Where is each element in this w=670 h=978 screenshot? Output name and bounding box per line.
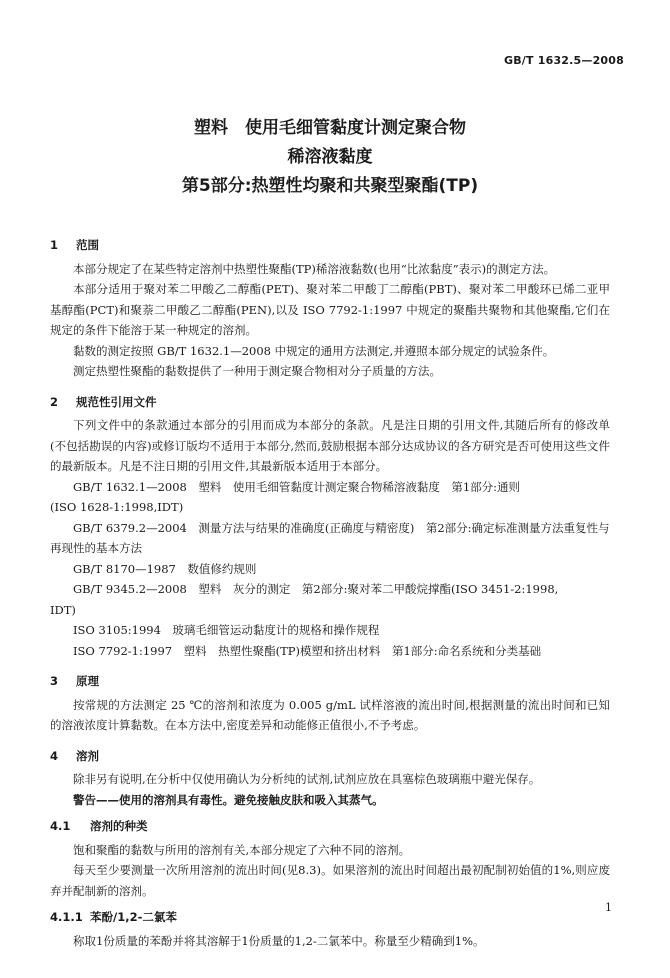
document-body [50, 235, 610, 951]
page-number: 1 [605, 901, 612, 914]
section-title: 规范性引用文件 [76, 394, 157, 409]
subsection-heading-phenol-dichlorobenzene [50, 907, 610, 928]
title-line-2: 稀溶液黏度 [287, 147, 373, 167]
paragraph: 黏数的测定按照 GB/T 1632.1—2008 中规定的通用方法测定,并遵照本部分规定的试验条件。 [73, 343, 555, 358]
section-title: 溶剂 [76, 748, 99, 763]
reference-item-continuation: (ISO 1628-1:1998,IDT) [50, 500, 184, 514]
section-heading-solvents [50, 746, 610, 767]
reference-item: ISO 7792-1:1997 塑料 热塑性聚酯(TP)模塑和挤出材料 第1部分:命名系统和分类基础 [73, 643, 542, 658]
paragraph: 每天至少要测量一次所用溶剂的流出时间(见8.3)。如果溶剂的流出时间超出最初配制初始值的1%,则应废弃并配制新的溶剂。 [50, 863, 610, 898]
paragraph: 称取1份质量的苯酚并将其溶解于1份质量的1,2-二氯苯中。称量至少精确到1%。 [73, 933, 485, 948]
paragraph: 按常规的方法测定 25 ℃的溶剂和浓度为 0.005 g/mL 试样溶液的流出时间,根据测量的流出时间和已知的溶液浓度计算黏数。在本方法中,密度差异和动能修正值很小,不予考虑。 [50, 697, 610, 732]
section-number: 4.1 [50, 819, 71, 833]
title-line-3: 第5部分:热塑性均聚和共聚型聚酯(TP) [181, 176, 479, 196]
reference-item: ISO 3105:1994 玻璃毛细管运动黏度计的规格和操作规程 [73, 623, 380, 637]
paragraph: 除非另有说明,在分析中仅使用确认为分析纯的试剂,试剂应放在具塞棕色玻璃瓶中避光保存。 [73, 772, 541, 786]
paragraph: 饱和聚酯的黏数与所用的溶剂有关,本部分规定了六种不同的溶剂。 [73, 842, 411, 857]
reference-item-continuation: IDT) [50, 602, 76, 617]
section-number: 4.1.1 [50, 910, 83, 924]
paragraph: 本部分规定了在某些特定溶剂中热塑性聚酯(TP)稀溶液黏数(也用“比浓黏度”表示)的测定方法。 [73, 261, 556, 276]
document-title [50, 114, 610, 201]
section-heading-principle [50, 671, 610, 692]
paragraph: 测定热塑性聚酯的黏数提供了一种用于测定聚合物相对分子质量的方法。 [73, 364, 441, 378]
reference-item: GB/T 6379.2—2004 测量方法与结果的准确度(正确度与精密度) 第2部分:确定标准测量方法重复性与再现性的基本方法 [50, 520, 610, 555]
subsection-heading-solvent-types [50, 816, 610, 837]
paragraph: 下列文件中的条款通过本部分的引用而成为本部分的条款。凡是注日期的引用文件,其随后所有的修改单(不包括勘误的内容)或修订版均不适用于本部分,然而,鼓励根据本部分达成协议的各方研究是否可使用这些文件的最新版本。凡是不注日期的引用文件,其最新版本适用于本部分。 [50, 418, 610, 473]
warning-note: 警告——使用的溶剂具有毒性。避免接触皮肤和吸入其蒸气。 [73, 792, 384, 807]
section-number: 4 [50, 748, 59, 763]
reference-item: GB/T 9345.2—2008 塑料 灰分的测定 第2部分:聚对苯二甲酸烷撑酯(ISO 3451-2:1998, [73, 582, 559, 596]
section-heading-normative-references [50, 392, 610, 413]
reference-item: GB/T 1632.1—2008 塑料 使用毛细管黏度计测定聚合物稀溶液黏度 第1部分:通则 [73, 479, 521, 494]
section-heading-scope [50, 235, 610, 256]
paragraph: 本部分适用于聚对苯二甲酸乙二醇酯(PET)、聚对苯二甲酸丁二醇酯(PBT)、聚对苯二甲酸环已烯二亚甲基醇酯(PCT)和聚萘二甲酸乙二醇酯(PEN),以及 ISO 7792-1:1997 中规定的聚酯共聚物和其他聚酯,它们在规定的条件下能溶于某一种规定的溶剂。 [50, 282, 610, 337]
reference-item: GB/T 8170—1987 数值修约规则 [73, 561, 257, 576]
title-line-1: 塑料 使用毛细管黏度计测定聚合物 [194, 118, 466, 138]
section-number: 1 [50, 238, 59, 252]
section-title: 苯酚/1,2-二氯苯 [90, 910, 177, 924]
section-number: 2 [50, 394, 59, 409]
section-number: 3 [50, 674, 59, 688]
standard-code: GB/T 1632.5—2008 [503, 54, 624, 67]
section-title: 范围 [76, 238, 99, 252]
section-title: 溶剂的种类 [90, 819, 148, 833]
section-title: 原理 [76, 674, 99, 688]
